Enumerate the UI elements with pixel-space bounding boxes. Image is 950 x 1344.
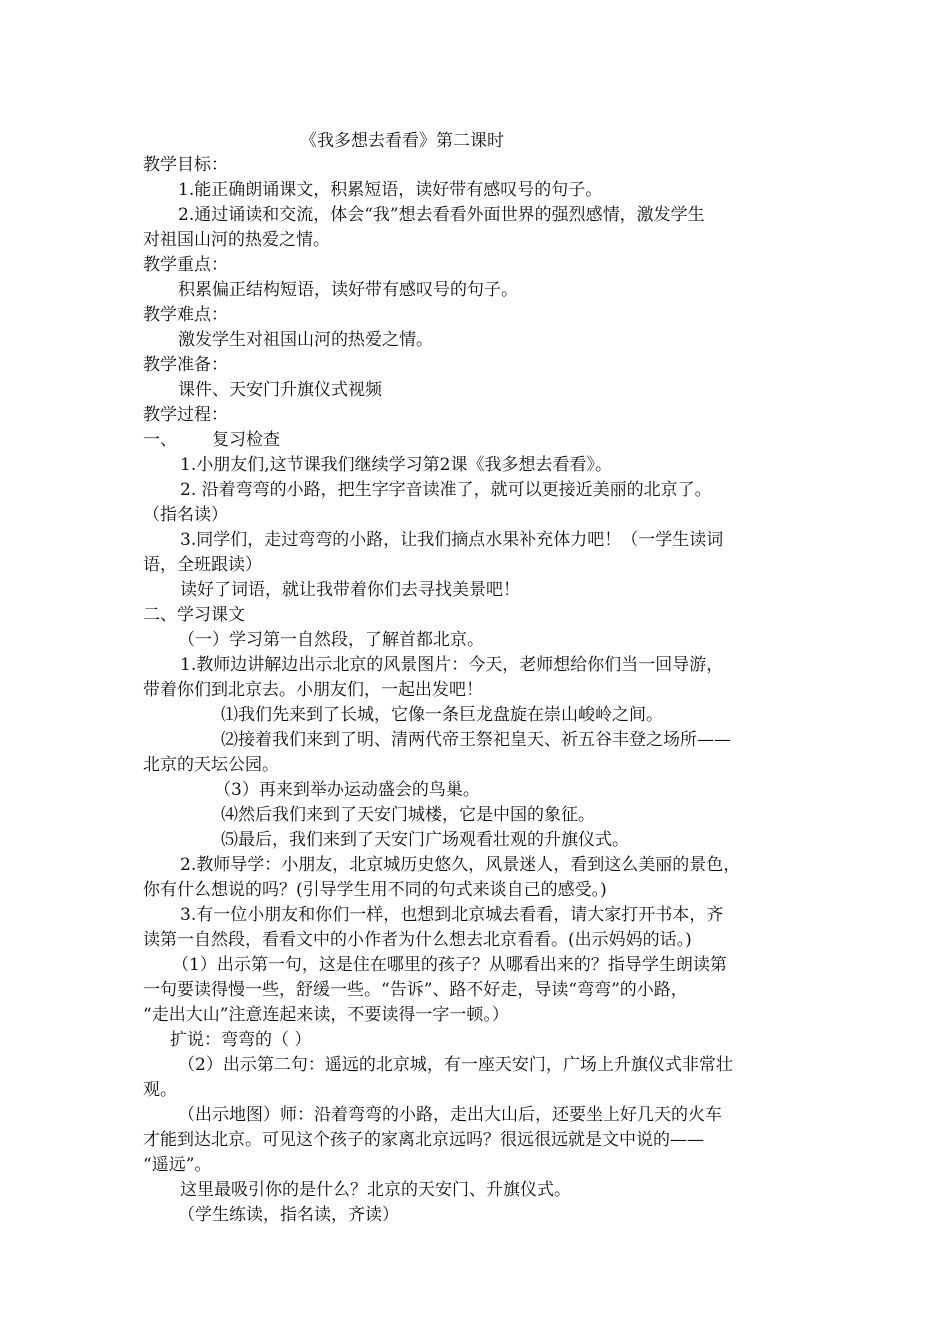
review-item-3-line2: 语，全班跟读） [143, 555, 262, 575]
part-1-step-1-line1: 1.教师边讲解边出示北京的风景图片：今天，老师想给你们当一回导游， [180, 655, 724, 675]
scene-item-1: ⑴我们先来到了长城，它像一条巨龙盘旋在崇山峻岭之间。 [221, 705, 663, 725]
review-item-1: 1.小朋友们,这节课我们继续学习第2课《我多想去看看》。 [180, 455, 612, 475]
scene-item-5: ⑸最后，我们来到了天安门广场观看壮观的升旗仪式。 [221, 830, 629, 850]
scene-item-2-line2: 北京的天坛公园。 [143, 755, 279, 775]
part-1-step-3-line1: 3.有一位小朋友和你们一样，也想到北京城去看看，请大家打开书本，齐 [180, 905, 724, 925]
prep-heading: 教学准备： [143, 355, 228, 375]
map-explanation-line2: 才能到达北京。可见这个孩子的家离北京远吗？很远很远就是文中说的—— [143, 1130, 704, 1150]
sentence-2-line2: 观。 [143, 1080, 177, 1100]
attraction-question: 这里最吸引你的是什么？北京的天安门、升旗仪式。 [180, 1180, 571, 1200]
section-1-title: 复习检查 [212, 430, 280, 450]
process-heading: 教学过程： [143, 405, 228, 425]
objectives-heading: 教学目标： [143, 155, 228, 175]
section-2-heading: 二、学习课文 [143, 605, 245, 625]
objective-1: 1.能正确朗诵课文，积累短语，读好带有感叹号的句子。 [178, 180, 603, 200]
review-item-2-line1: 2. 沿着弯弯的小路，把生字字音读准了，就可以更接近美丽的北京了。 [180, 480, 712, 500]
part-1-heading: （一）学习第一自然段，了解首都北京。 [178, 630, 484, 650]
review-item-3-line1: 3.同学们，走过弯弯的小路，让我们摘点水果补充体力吧！（一学生读词 [180, 530, 724, 550]
sentence-2-line1: （2）出示第二句：遥远的北京城，有一座天安门，广场上升旗仪式非常壮 [178, 1055, 733, 1075]
sentence-1-line1: （1）出示第一句，这是住在哪里的孩子？从哪看出来的？指导学生朗读第 [172, 955, 727, 975]
scene-item-2-line1: ⑵接着我们来到了明、清两代帝王祭祀皇天、祈五谷丰登之场所—— [221, 730, 731, 750]
difficulty-text: 激发学生对祖国山河的热爱之情。 [178, 330, 433, 350]
sentence-1-line3: “走出大山”注意连起来读，不要读得一字一顿。） [143, 1005, 509, 1025]
scene-item-3: （3）再来到举办运动盛会的鸟巢。 [214, 780, 480, 800]
sentence-1-line2: 一句要读得慢一些，舒缓一些。“告诉”、路不好走，导读“弯弯”的小路， [143, 980, 688, 1000]
part-1-step-2-line1: 2.教师导学：小朋友，北京城历史悠久，风景迷人，看到这么美丽的景色， [180, 855, 741, 875]
part-1-step-2-line2: 你有什么想说的吗？(引导学生用不同的句式来谈自己的感受。) [143, 880, 607, 900]
review-item-2-line2: （指名读） [143, 505, 228, 525]
review-transition: 读好了词语，就让我带着你们去寻找美景吧！ [180, 580, 520, 600]
document-title: 《我多想去看看》第二课时 [300, 131, 504, 151]
objective-2-line1: 2.通过诵读和交流，体会“我”想去看看外面世界的强烈感情，激发学生 [178, 205, 705, 225]
part-1-step-3-line2: 读第一自然段，看看文中的小作者为什么想去北京看看。(出示妈妈的话。) [143, 930, 692, 950]
map-explanation-line3: “遥远”。 [143, 1155, 212, 1175]
part-1-step-1-line2: 带着你们到北京去。小朋友们，一起出发吧！ [143, 680, 483, 700]
map-explanation-line1: （出示地图）师：沿着弯弯的小路，走出大山后，还要坐上好几天的火车 [178, 1105, 722, 1125]
expand-speaking: 扩说：弯弯的（ ） [170, 1030, 312, 1050]
key-text: 积累偏正结构短语，读好带有感叹号的句子。 [178, 280, 518, 300]
reading-practice: （学生练读，指名读，齐读） [178, 1205, 399, 1225]
key-heading: 教学重点： [143, 255, 228, 275]
difficulty-heading: 教学难点： [143, 305, 228, 325]
objective-2-line2: 对祖国山河的热爱之情。 [143, 230, 330, 250]
scene-item-4: ⑷然后我们来到了天安门城楼，它是中国的象征。 [221, 805, 595, 825]
prep-text: 课件、天安门升旗仪式视频 [178, 380, 382, 400]
section-1-number: 一、 [143, 430, 177, 450]
